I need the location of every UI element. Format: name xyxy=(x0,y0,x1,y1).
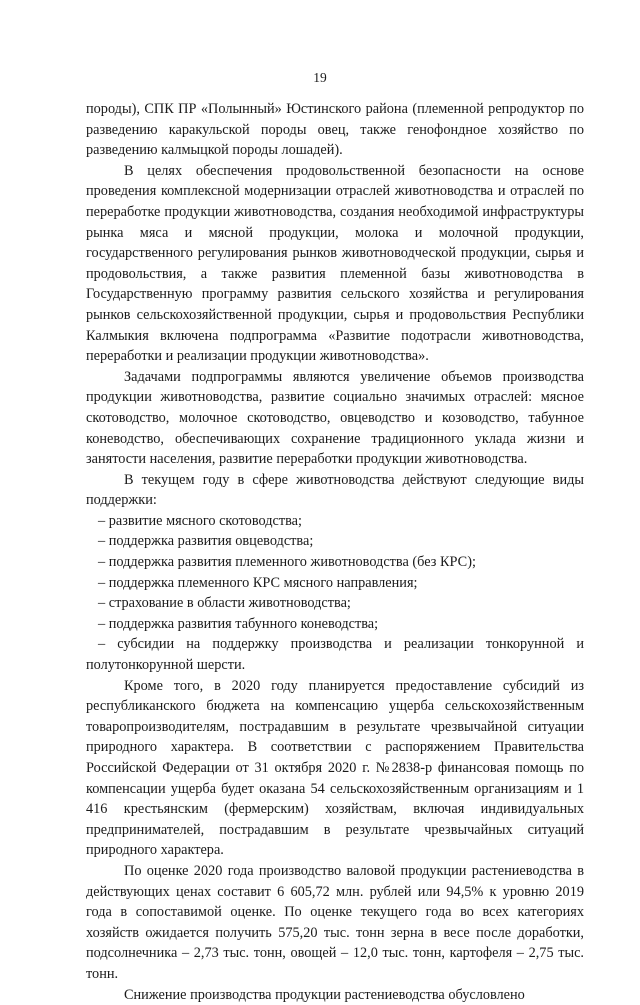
paragraph-crop-production: По оценке 2020 года производство валовой продукции растениеводства в действующих ценах составит 6 605,72 млн. рублей или 94,5% к уровню 2019 года в сопоставимой оценке. По оценке текущего года во всех категориях хозяйств ожидается получить 575,20 тыс. тонн зерна в весе после доработки, подсолнечника – 2,73 тыс. тонн, овощей – 12,0 тыс. тонн, картофеля – 2,75 тыс. тонн. xyxy=(86,862,584,982)
list-item: – поддержка развития овцеводства; xyxy=(98,533,314,550)
paragraph-program-goals: В целях обеспечения продовольственной безопасности на основе проведения комплексной модернизации отраслей животноводства и отраслей по переработке продукции животноводства, создания необходимой инфраструктуры рынка мяса и мясной продукции, молока и молочной продукции, государственного регулирования рынков животноводческой продукции, сырья и продовольствия, а также развития племенной базы животноводства в Государственную программу развития сельского хозяйства и регулирования рынков сельскохозяйственной продукции, сырья и продовольствия Республики Калмыкия включена подпрограмма «Развитие подотрасли животноводства, переработки и реализации продукции животноводства». xyxy=(86,162,584,365)
list-item: – поддержка племенного КРС мясного направления; xyxy=(98,574,418,591)
paragraph-damage-compensation: Кроме того, в 2020 году планируется предоставление субсидий из республиканского бюджета на компенсацию ущерба сельскохозяйственным товаропроизводителям, пострадавшим в результате чрезвычайной ситуации природного характера. В соответствии с распоряжением Правительства Российской Федерации от 31 октября 2020 г. №2838-р финансовая помощь по компенсации ущерба будет оказана 54 сельскохозяйственным организациям и 1 416 крестьянским (фермерским) хозяйствам, включая индивидуальных предпринимателей, пострадавшим в результате чрезвычайных ситуаций природного характера. xyxy=(86,677,584,859)
list-item: – субсидии на поддержку производства и реализации тонкорунной и полутонкорунной шерсти. xyxy=(86,636,584,674)
paragraph-subprogram-tasks: Задачами подпрограммы являются увеличение объемов производства продукции животноводства, развитие социально значимых отраслей: мясное скотоводство, молочное скотоводство, овцеводство и козоводство, табунное коневодство, обеспечивающих сохранение традиционного уклада жизни и занятости населения, развитие переработки продукции животноводства. xyxy=(86,368,584,468)
list-item: – поддержка развития племенного животноводства (без КРС); xyxy=(98,554,476,571)
paragraph-continuation: породы), СПК ПР «Полынный» Юстинского района (племенной репродуктор по разведению каракульской породы овец, также генофондное хозяйство по разведению калмыцкой породы лошадей). xyxy=(86,101,584,159)
page-number: 19 xyxy=(313,70,327,85)
list-item: – страхование в области животноводства; xyxy=(98,595,351,612)
paragraph-support-intro: В текущем году в сфере животноводства действуют следующие виды поддержки: xyxy=(86,471,584,509)
support-list xyxy=(86,511,584,676)
paragraph-crop-decline: Снижение производства продукции растениеводства обусловлено xyxy=(124,986,525,1003)
list-item: – поддержка развития табунного коневодства; xyxy=(98,615,379,632)
list-item: – развитие мясного скотоводства; xyxy=(98,512,302,529)
body-text xyxy=(86,99,584,1005)
